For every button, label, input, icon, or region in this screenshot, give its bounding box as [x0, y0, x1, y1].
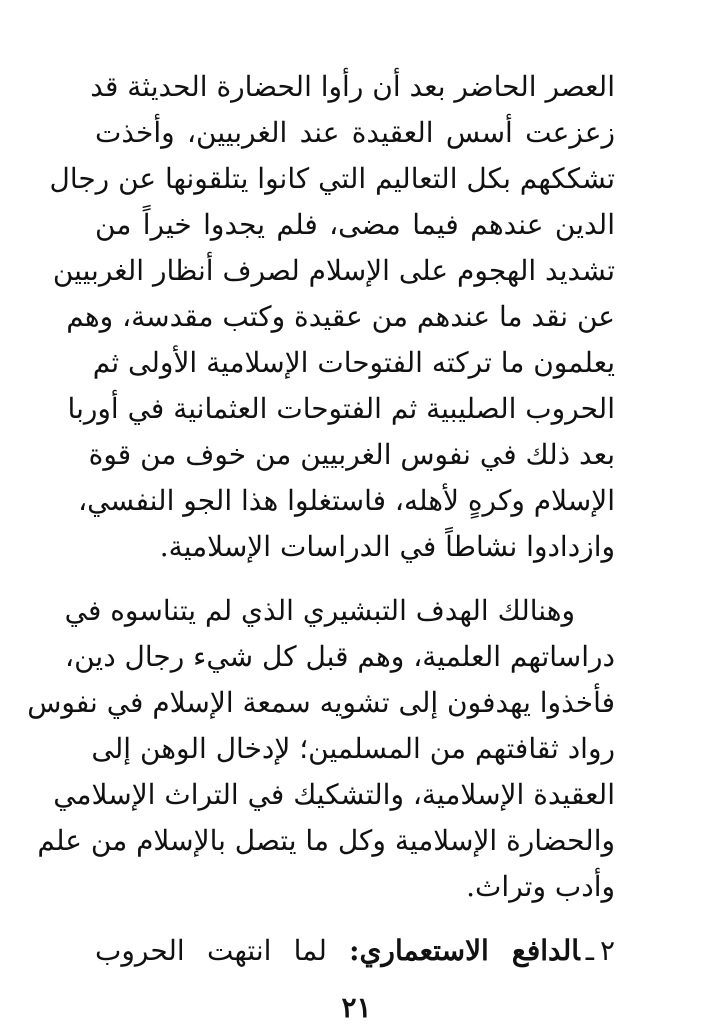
paragraph-line: الحروب الصليبية ثم الفتوحات العثمانية في أوربا [67, 392, 615, 425]
paragraph-line: تشديد الهجوم على الإسلام لصرف أنظار الغربيين [52, 254, 615, 287]
paragraph-line: الدين عندهم فيما مضى، فلم يجدوا خيراً من [95, 208, 615, 241]
paragraph-line: والحضارة الإسلامية وكل ما يتصل بالإسلام من علم [37, 824, 615, 857]
paragraph-line: رواد ثقافتهم من المسلمين؛ لإدخال الوهن إلى [91, 732, 615, 765]
paragraph-line: العقيدة الإسلامية، والتشكيك في التراث الإسلامي [53, 778, 615, 811]
paragraph-line: وازدادوا نشاطاً في الدراسات الإسلامية. [159, 530, 615, 563]
paragraph-line: تشككهم بكل التعاليم التي كانوا يتلقونها عن رجال [49, 162, 615, 195]
section-heading [95, 928, 615, 974]
paragraph-line: دراساتهم العلمية، وهم قبل كل شيء رجال دين، [65, 640, 615, 673]
paragraph-line: الإسلام وكرهٍ لأهله، فاستغلوا هذا الجو النفسي، [78, 484, 615, 517]
section-term: الدافع الاستعماري: [349, 934, 580, 967]
paragraph-line: يعلمون ما تركته الفتوحات الإسلامية الأولى ثم [92, 346, 615, 379]
paragraph-line: وأدب وتراث. [466, 870, 615, 903]
section-continuation: لما انتهت الحروب [95, 934, 327, 967]
paragraph-line: زعزعت أسس العقيدة عند الغربيين، وأخذت [95, 116, 615, 149]
section-number: ٢ [599, 934, 616, 967]
page-number: ٢١ [341, 991, 372, 1024]
paragraph-line: فأخذوا يهدفون إلى تشويه سمعة الإسلام في نفوس [27, 686, 615, 719]
paragraph-line: وهنالك الهدف التبشيري الذي لم يتناسوه في [64, 594, 575, 627]
paragraph-line: العصر الحاضر بعد أن رأوا الحضارة الحديثة قد [90, 70, 615, 103]
paragraph-line: عن نقد ما عندهم من عقيدة وكتب مقدسة، وهم [66, 300, 615, 333]
section-dash: ـ [585, 934, 594, 967]
paragraph-line: بعد ذلك في نفوس الغربيين من خوف من قوة [88, 438, 615, 471]
